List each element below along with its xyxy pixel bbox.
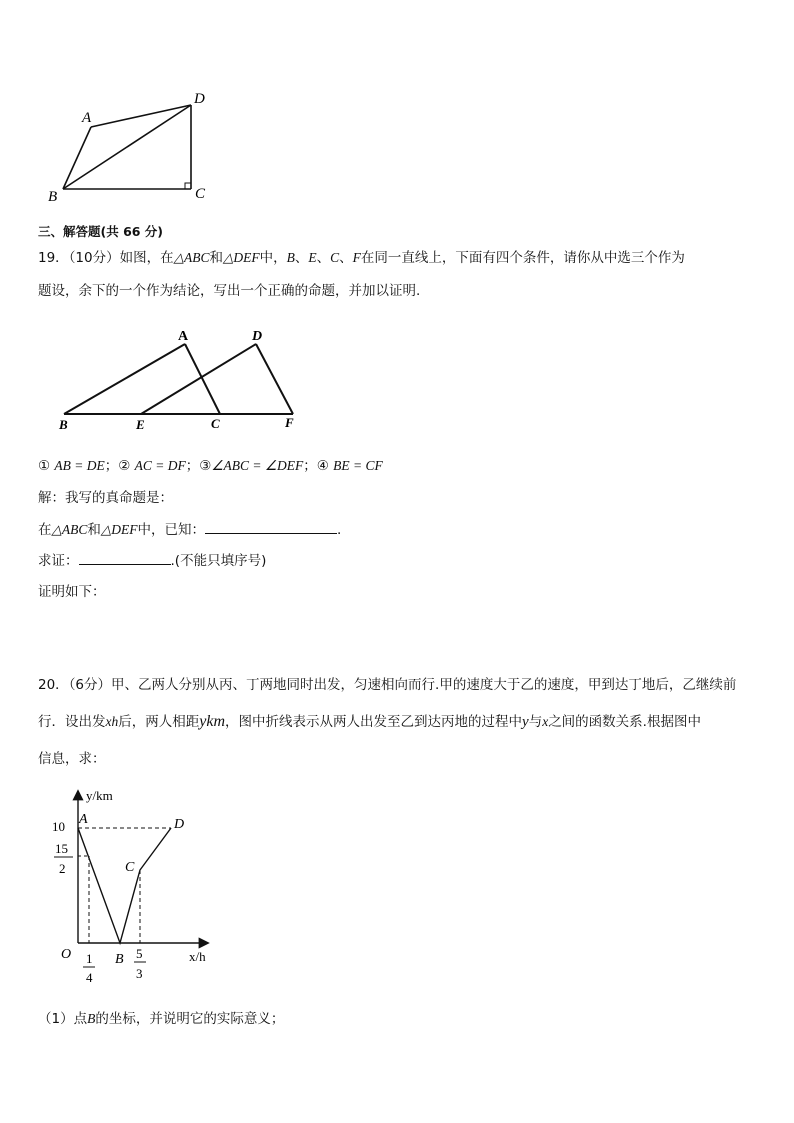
q19-score: （10分） [68,250,120,266]
tri-label-F: F [285,415,294,430]
q19-prove-line: 求证： .(不能只填序号) [38,550,266,571]
q20-number: 20． [38,677,69,693]
x-tick2-num: 5 [136,946,143,961]
y-tick-num: 15 [55,841,68,856]
q20-line2: 行．设出发xh后，两人相距ykm，图中折线表示从两人出发至乙到达丙地的过程中y与x之间的函数关系.根据图中 [38,713,701,730]
q19-given-line: 在△ABC和△DEF中，已知： . [38,519,341,540]
graph-polyline [78,828,171,943]
point-C-label: C [125,860,135,875]
function-graph [45,785,225,990]
prove-answer-blank[interactable] [79,550,171,565]
quadrilateral-figure [40,85,230,205]
label-A: A [82,110,92,126]
label-D: D [194,91,205,107]
label-B: B [48,189,58,205]
x-tick2-den: 3 [136,966,143,981]
point-A-label: A [79,812,88,827]
q20-line3: 信息，求： [38,751,106,767]
q19-proof-label: 证明如下： [38,584,106,600]
q20-sub1: （1）点B的坐标，并说明它的实际意义； [38,1011,285,1027]
tri-label-E: E [136,417,145,432]
point-B-label: B [115,952,124,967]
given-answer-blank[interactable] [205,519,337,534]
y-tick-10: 10 [52,819,65,834]
x-axis-label: x/h [189,949,206,964]
q20-line1: 20．（6分）甲、乙两人分别从丙、丁两地同时出发，匀速相向而行.甲的速度大于乙的速度，甲到达丁地后，乙继续前 [38,677,737,693]
x-tick1-num: 1 [86,951,93,966]
q19-conditions: ① AB = DE；② AC = DF；③∠ABC = ∠DEF；④ BE = CF [38,458,383,474]
origin-label: O [61,947,72,962]
tri-label-D: D [252,329,263,344]
y-tick-den: 2 [59,861,66,876]
tri-label-C: C [211,416,220,431]
label-C: C [195,186,206,202]
q19-number: 19． [38,250,69,266]
y-axis-label: y/km [86,788,113,803]
q19-line2: 题设，余下的一个作为结论，写出一个正确的命题，并加以证明. [38,283,421,299]
x-tick1-den: 4 [86,970,93,985]
point-D-label: D [174,817,185,832]
tri-label-A: A [178,329,189,344]
q19-line1: 19．（10分）如图，在△ABC和△DEF中，B、E、C、F在同一直线上，下面有四个条件，请你从中选三个作为 [38,250,685,266]
triangles-figure [55,325,315,435]
section-heading: 三、解答题(共 66 分) [38,224,164,239]
q20-score: （6分） [68,677,112,693]
q19-answer-intro: 解：我写的真命题是： [38,490,173,506]
tri-label-B: B [59,417,68,432]
